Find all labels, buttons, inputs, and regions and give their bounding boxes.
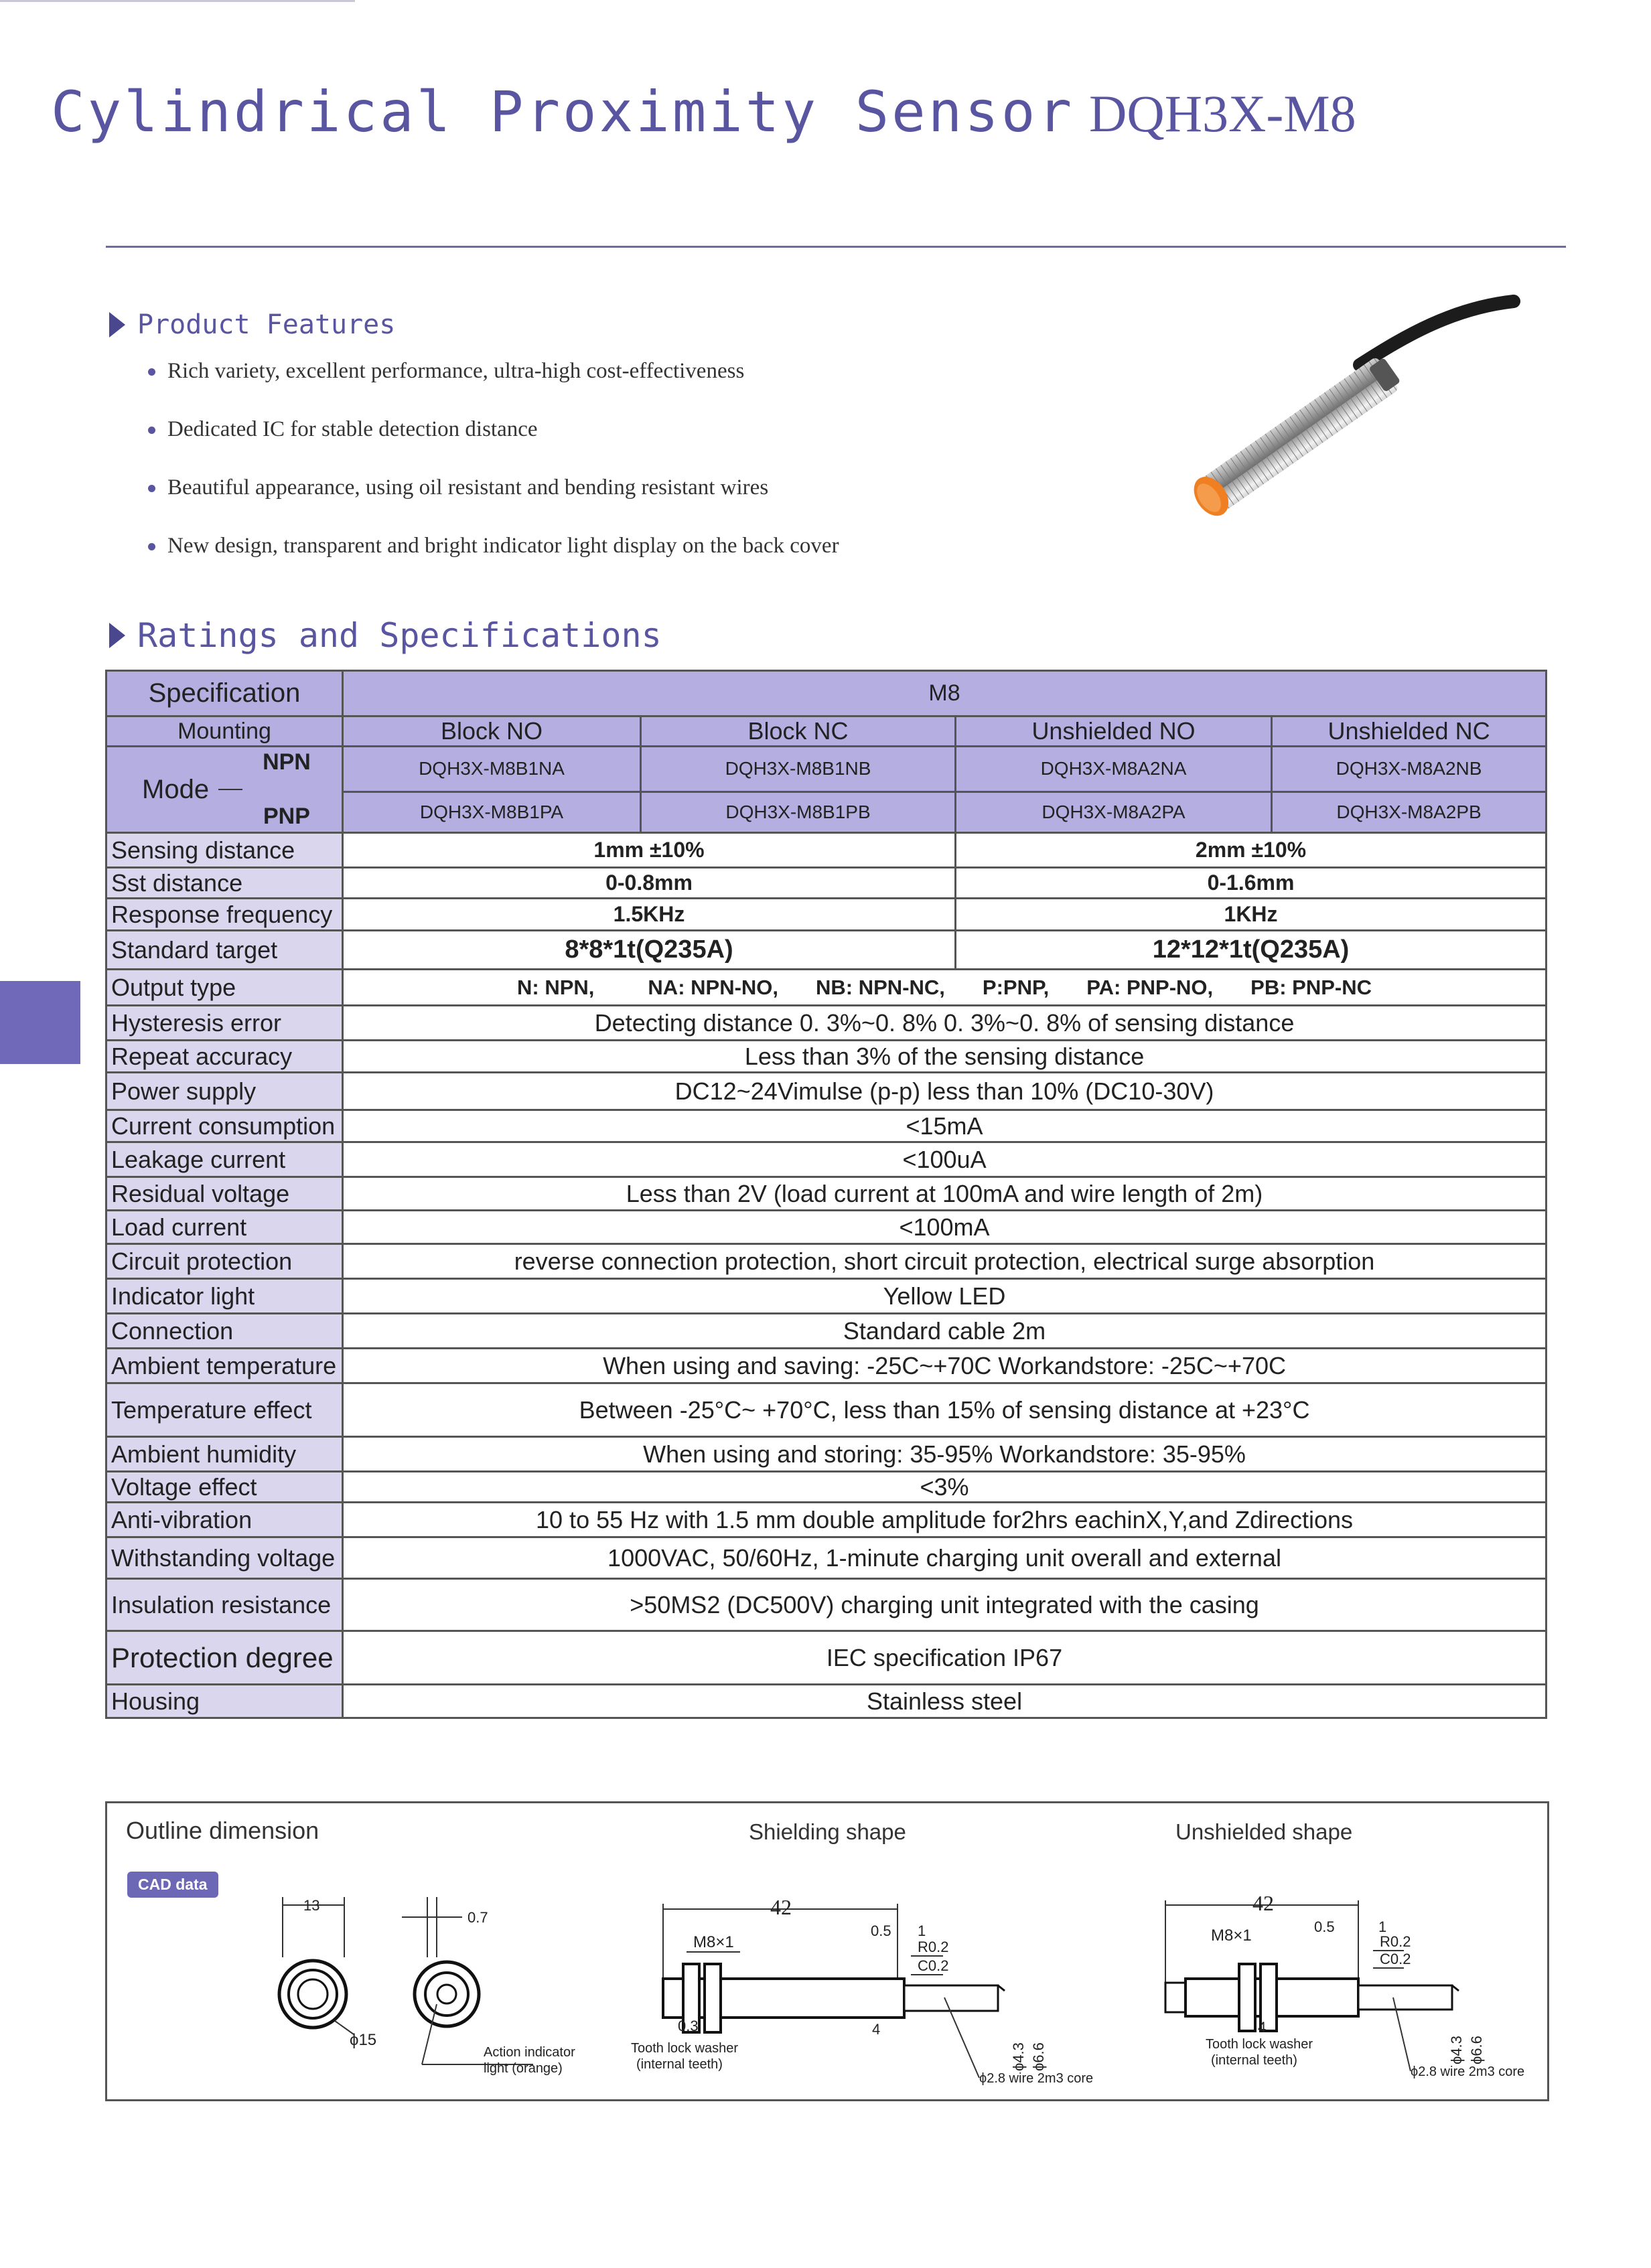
dim-07: 0.7 [468, 1909, 488, 1926]
features-heading-text: Product Features [137, 309, 396, 340]
feature-text: Dedicated IC for stable detection distance [167, 417, 538, 441]
row-value: Standard cable 2m [343, 1314, 1547, 1349]
model-cell: DQH3X-M8A2PA [956, 791, 1272, 832]
spec-label: Specification [106, 671, 343, 716]
table-row [106, 1503, 1547, 1537]
outline-drawing [107, 1803, 1547, 2099]
row-label: Hysteresis error [106, 1006, 343, 1041]
outline-title: Outline dimension [126, 1817, 319, 1844]
table-row [106, 970, 1547, 1006]
wire-label: ϕ2.8 wire 2m3 core [979, 2071, 1094, 2086]
table-row [106, 1349, 1547, 1383]
features-heading [109, 309, 395, 340]
table-row [106, 1006, 1547, 1041]
triangle-icon [109, 623, 125, 648]
mounting-cell: Block NC [641, 716, 956, 747]
dim-r02: R0.2 [918, 1939, 949, 1955]
washer-label: Tooth lock washer [1206, 2037, 1313, 2052]
table-row [106, 1279, 1547, 1314]
washer-label-2: (internal teeth) [1211, 2053, 1297, 2068]
table-row [106, 931, 1547, 970]
mounting-cell: Block NO [343, 716, 641, 747]
model-cell: DQH3X-M8B1PB [641, 791, 956, 832]
output-type-value [343, 970, 1547, 1006]
table-row [106, 1685, 1547, 1718]
row-value: Less than 3% of the sensing distance [343, 1041, 1547, 1073]
title-rule [106, 246, 1566, 248]
spec-row [106, 671, 1547, 716]
spec-table [105, 670, 1547, 1719]
mounting-cell: Unshielded NO [956, 716, 1272, 747]
mounting-row [106, 716, 1547, 747]
dim-42: 42 [770, 1895, 792, 1919]
row-value: 10 to 55 Hz with 1.5 mm double amplitude for2hrs eachinX,Y,and Zdirections [343, 1503, 1547, 1537]
mounting-label: Mounting [106, 716, 343, 747]
table-row [106, 1383, 1547, 1437]
row-value: reverse connection protection, short circuit protection, electrical surge absorption [343, 1244, 1547, 1279]
bullet-icon [148, 485, 155, 492]
table-row [106, 868, 1547, 899]
unshielded-side-view [1165, 1891, 1524, 2079]
title-model: DQH3X-M8 [1089, 84, 1356, 143]
dim-15: ϕ15 [350, 2031, 377, 2049]
row-value: When using and storing: 35-95% Workandstore: 35-95% [343, 1437, 1547, 1472]
mode-label: Mode [142, 774, 210, 804]
output-code: NA: NPN-NO, [648, 975, 779, 999]
row-label: Sensing distance [106, 833, 343, 868]
shielded-side-view [631, 1895, 1093, 2086]
dim-43: ϕ4.3 [1448, 2036, 1465, 2064]
spec-value: M8 [343, 671, 1547, 716]
row-value: Stainless steel [343, 1685, 1547, 1718]
row-value: Detecting distance 0. 3%~0. 8% 0. 3%~0. 8% of sensing distance [343, 1006, 1547, 1041]
row-value-right: 2mm ±10% [956, 833, 1547, 868]
row-label: Voltage effect [106, 1472, 343, 1503]
mode-connector [218, 789, 242, 790]
dim-c02: C0.2 [1380, 1951, 1411, 1967]
row-label: Current consumption [106, 1110, 343, 1142]
row-value: IEC specification IP67 [343, 1631, 1547, 1685]
row-value: Less than 2V (load current at 100mA and wire length of 2m) [343, 1177, 1547, 1211]
dim-m8: M8×1 [693, 1933, 734, 1951]
row-label: Sst distance [106, 868, 343, 899]
table-row [106, 1211, 1547, 1244]
unshielded-shape-title: Unshielded shape [1175, 1819, 1353, 1844]
bullet-icon [148, 543, 155, 550]
dim-4: 4 [872, 2021, 881, 2038]
row-label: Response frequency [106, 899, 343, 931]
row-value: DC12~24Vimulse (p-p) less than 10% (DC10-30V) [343, 1073, 1547, 1110]
model-cell: DQH3X-M8B1PA [343, 791, 641, 832]
ratings-heading [109, 616, 662, 655]
output-code: PB: PNP-NC [1250, 975, 1372, 999]
output-code: N: NPN, [517, 975, 595, 999]
model-cell: DQH3X-M8B1NA [343, 747, 641, 792]
mounting-cell: Unshielded NC [1272, 716, 1547, 747]
table-row [106, 833, 1547, 868]
table-row [106, 1041, 1547, 1073]
row-label: Connection [106, 1314, 343, 1349]
row-label: Ambient humidity [106, 1437, 343, 1472]
row-value: <3% [343, 1472, 1547, 1503]
row-label: Temperature effect [106, 1383, 343, 1437]
dim-1: 1 [1378, 1918, 1387, 1935]
row-label: Protection degree [106, 1631, 343, 1685]
dim-r02: R0.2 [1380, 1933, 1411, 1950]
side-tab [0, 981, 80, 1064]
row-value-right: 0-1.6mm [956, 868, 1547, 899]
features-list [144, 359, 839, 592]
shielding-shape-title: Shielding shape [749, 1819, 906, 1844]
row-value-left: 8*8*1t(Q235A) [343, 931, 956, 970]
ratings-heading-text: Ratings and Specifications [137, 616, 662, 655]
output-code: NB: NPN-NC, [816, 975, 945, 999]
led-label-2: light (orange) [484, 2061, 563, 2076]
table-row [106, 1437, 1547, 1472]
row-label: Ambient temperature [106, 1349, 343, 1383]
list-item [144, 475, 839, 534]
pnp-label: PNP [263, 804, 310, 829]
row-label: Indicator light [106, 1279, 343, 1314]
dim-43: ϕ4.3 [1010, 2042, 1027, 2071]
outline-dimension-panel [105, 1801, 1549, 2101]
row-value-left: 1.5KHz [343, 899, 956, 931]
dim-4: 4 [1258, 2019, 1267, 2036]
npn-label: NPN [263, 749, 311, 775]
table-row [106, 1073, 1547, 1110]
table-row [106, 899, 1547, 931]
row-label: Output type [106, 970, 343, 1006]
model-cell: DQH3X-M8A2NA [956, 747, 1272, 792]
feature-text: New design, transparent and bright indicator light display on the back cover [167, 534, 839, 558]
dim-66: ϕ6.6 [1030, 2042, 1047, 2071]
output-code: P:PNP, [982, 975, 1050, 999]
dim-13: 13 [303, 1897, 320, 1914]
bullet-icon [148, 368, 155, 376]
row-value: When using and saving: -25C~+70C Workandstore: -25C~+70C [343, 1349, 1547, 1383]
output-code: PA: PNP-NO, [1086, 975, 1214, 999]
row-value-right: 12*12*1t(Q235A) [956, 931, 1547, 970]
triangle-icon [109, 312, 125, 337]
dim-03: 0.3 [678, 2018, 699, 2034]
mode-cell [106, 747, 343, 833]
model-cell: DQH3X-M8A2NB [1272, 747, 1547, 792]
row-label: Housing [106, 1685, 343, 1718]
led-label: Action indicator [484, 2045, 575, 2060]
row-value-left: 1mm ±10% [343, 833, 956, 868]
washer-label: Tooth lock washer [631, 2041, 739, 2056]
row-value-right: 1KHz [956, 899, 1547, 931]
table-row [106, 1142, 1547, 1177]
list-item [144, 534, 839, 592]
row-label: Insulation resistance [106, 1579, 343, 1631]
row-value: <100mA [343, 1211, 1547, 1244]
front-view-left [279, 1897, 376, 2049]
row-label: Circuit protection [106, 1244, 343, 1279]
row-value: Between -25°C~ +70°C, less than 15% of sensing distance at +23°C [343, 1383, 1547, 1437]
table-row [106, 1244, 1547, 1279]
model-cell: DQH3X-M8A2PB [1272, 791, 1547, 832]
page-title [51, 79, 1356, 145]
row-label: Load current [106, 1211, 343, 1244]
table-row [106, 1110, 1547, 1142]
row-value: <100uA [343, 1142, 1547, 1177]
wire-label: ϕ2.8 wire 2m3 core [1411, 2064, 1525, 2079]
list-item [144, 359, 839, 417]
feature-text: Beautiful appearance, using oil resistant and bending resistant wires [167, 475, 769, 500]
table-row [106, 1579, 1547, 1631]
bullet-icon [148, 427, 155, 434]
row-value: <15mA [343, 1110, 1547, 1142]
row-label: Withstanding voltage [106, 1537, 343, 1579]
table-row [106, 1177, 1547, 1211]
table-row [106, 1631, 1547, 1685]
model-cell: DQH3X-M8B1NB [641, 747, 956, 792]
row-value: 1000VAC, 50/60Hz, 1-minute charging unit overall and external [343, 1537, 1547, 1579]
row-label: Residual voltage [106, 1177, 343, 1211]
row-label: Repeat accuracy [106, 1041, 343, 1073]
dim-05: 0.5 [871, 1922, 891, 1939]
row-value: >50MS2 (DC500V) charging unit integrated with the casing [343, 1579, 1547, 1631]
npn-row [106, 747, 1547, 792]
feature-text: Rich variety, excellent performance, ultra-high cost-effectiveness [167, 359, 745, 383]
dim-66: ϕ6.6 [1468, 2036, 1485, 2064]
table-row [106, 1314, 1547, 1349]
title-main: Cylindrical Proximity Sensor [51, 79, 1075, 145]
dim-05: 0.5 [1314, 1918, 1335, 1935]
dim-c02: C0.2 [918, 1957, 949, 1974]
row-label: Anti-vibration [106, 1503, 343, 1537]
dim-m8: M8×1 [1211, 1926, 1252, 1945]
list-item [144, 417, 839, 475]
row-label: Standard target [106, 931, 343, 970]
cad-data-button[interactable]: CAD data [127, 1872, 218, 1898]
row-label: Power supply [106, 1073, 343, 1110]
sensor-product-image [1119, 295, 1520, 549]
row-label: Leakage current [106, 1142, 343, 1177]
table-row [106, 1537, 1547, 1579]
top-edge-line [0, 0, 355, 2]
washer-label-2: (internal teeth) [636, 2057, 723, 2072]
table-row [106, 1472, 1547, 1503]
dim-1: 1 [918, 1922, 926, 1939]
row-value: Yellow LED [343, 1279, 1547, 1314]
row-value-left: 0-0.8mm [343, 868, 956, 899]
front-view-right [402, 1897, 575, 2076]
dim-42: 42 [1252, 1891, 1274, 1915]
